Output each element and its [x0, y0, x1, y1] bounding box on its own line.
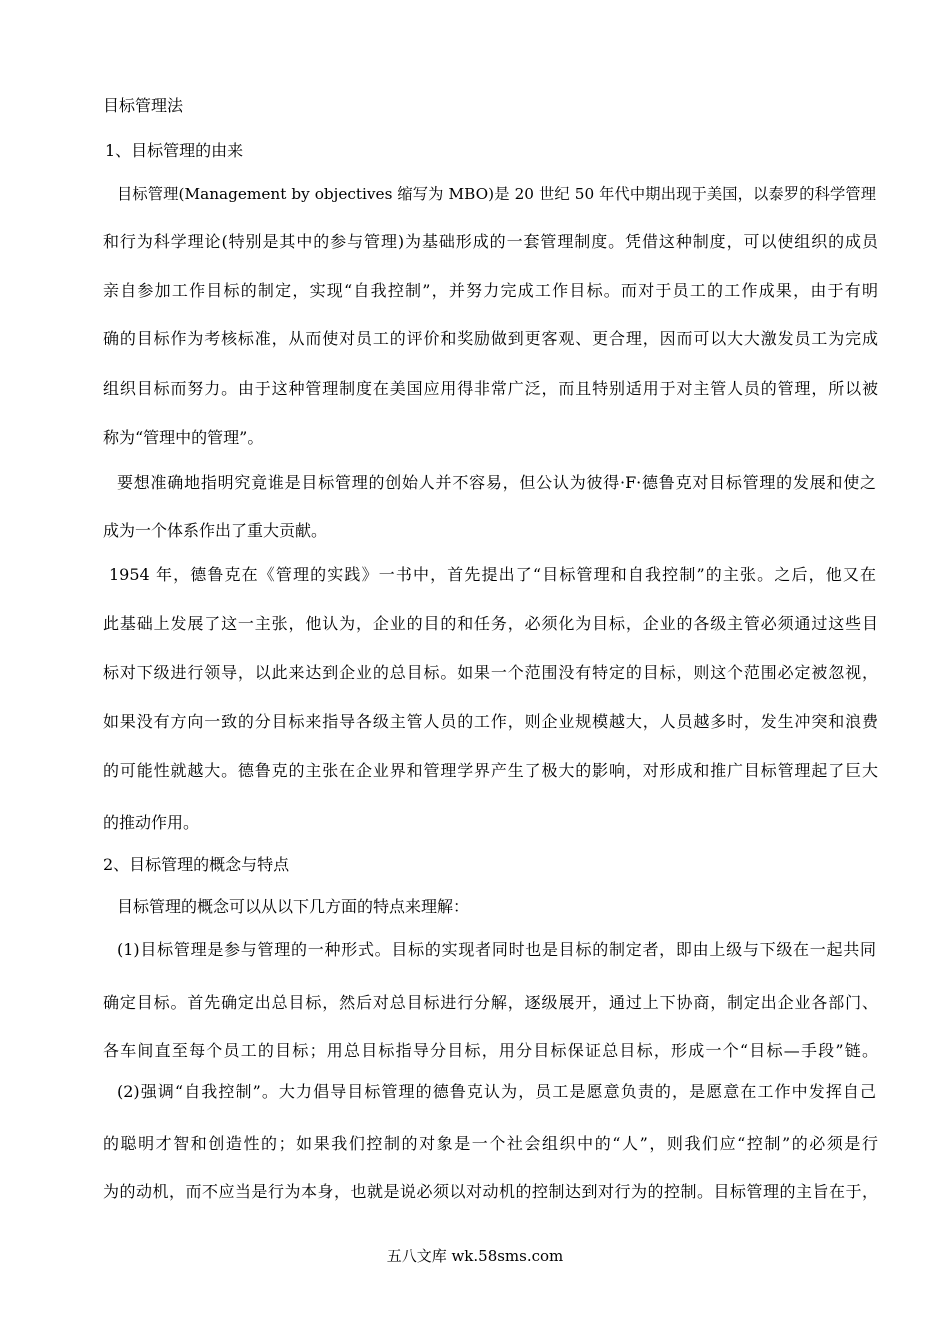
paragraph-line: 目标管理(Management by objectives 缩写为 MBO)是 20 世纪 50 年代中期出现于美国，以泰罗的科学管理: [117, 185, 876, 203]
page-footer: 五八文库 wk.58sms.com: [386, 1247, 564, 1265]
paragraph-line: 的可能性就越大。德鲁克的主张在企业界和管理学界产生了极大的影响，对形成和推广目标管理起了巨大: [103, 761, 878, 780]
paragraph-line: (1)目标管理是参与管理的一种形式。目标的实现者同时也是目标的制定者，即由上级与下级在一起共同: [117, 940, 876, 959]
paragraph-line: 要想准确地指明究竟谁是目标管理的创始人并不容易，但公认为彼得·F·德鲁克对目标管理的发展和使之: [117, 473, 876, 492]
paragraph-line: (2)强调“自我控制”。大力倡导目标管理的德鲁克认为，员工是愿意负责的，是愿意在工作中发挥自己: [117, 1082, 876, 1101]
paragraph-line: 目标管理的概念可以从以下几方面的特点来理解：: [117, 897, 470, 916]
paragraph-line: 的推动作用。: [103, 813, 200, 832]
section-heading-2: 2、目标管理的概念与特点: [103, 855, 290, 874]
paragraph-line: 标对下级进行领导，以此来达到企业的总目标。如果一个范围没有特定的目标，则这个范围必定被忽视，: [103, 663, 878, 682]
paragraph-line: 1954 年，德鲁克在《管理的实践》一书中，首先提出了“目标管理和自我控制”的主张。之后，他又在: [109, 565, 876, 584]
paragraph-line: 为的动机，而不应当是行为本身，也就是说必须以对动机的控制达到对行为的控制。目标管理的主旨在于，: [103, 1182, 878, 1201]
paragraph-line: 组织目标而努力。由于这种管理制度在美国应用得非常广泛，而且特别适用于对主管人员的管理，所以被: [103, 379, 878, 398]
paragraph-line: 各车间直至每个员工的目标；用总目标指导分目标，用分目标保证总目标，形成一个“目标—手段”链。: [103, 1041, 878, 1060]
paragraph-line: 确的目标作为考核标准，从而使对员工的评价和奖励做到更客观、更合理，因而可以大大激发员工为完成: [103, 329, 878, 348]
paragraph-line: 和行为科学理论(特别是其中的参与管理)为基础形成的一套管理制度。凭借这种制度，可以使组织的成员: [103, 232, 878, 251]
section-heading-1: 1、目标管理的由来: [105, 141, 244, 160]
paragraph-line: 成为一个体系作出了重大贡献。: [103, 521, 328, 540]
document-title: 目标管理法: [103, 96, 184, 115]
paragraph-line: 此基础上发展了这一主张，他认为，企业的目的和任务，必须化为目标，企业的各级主管必须通过这些目: [103, 614, 878, 633]
paragraph-line: 的聪明才智和创造性的；如果我们控制的对象是一个社会组织中的“人”，则我们应“控制”的必须是行: [103, 1134, 878, 1153]
paragraph-line: 确定目标。首先确定出总目标，然后对总目标进行分解，逐级展开，通过上下协商，制定出企业各部门、: [103, 993, 878, 1012]
paragraph-line: 如果没有方向一致的分目标来指导各级主管人员的工作，则企业规模越大，人员越多时，发生冲突和浪费: [103, 712, 878, 731]
paragraph-line: 亲自参加工作目标的制定，实现“自我控制”，并努力完成工作目标。而对于员工的工作成果，由于有明: [103, 281, 878, 300]
paragraph-line: 称为“管理中的管理”。: [103, 428, 264, 447]
